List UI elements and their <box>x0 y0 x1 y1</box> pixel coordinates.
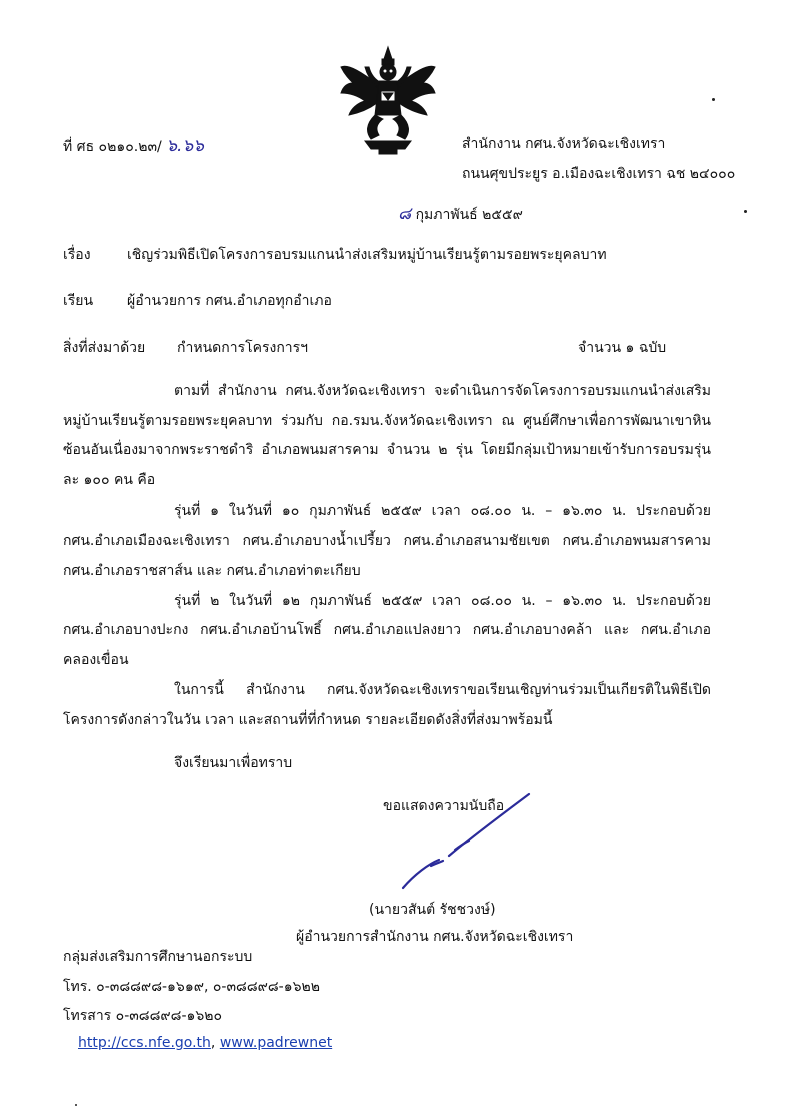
batch-2-line: คลองเขื่อน <box>63 652 129 668</box>
subject-text: เชิญร่วมพิธีเปิดโครงการอบรมแกนนำส่งเสริมหมู่บ้านเรียนรู้ตามรอยพระยุคลบาท <box>127 247 607 263</box>
signer-name: (นายวสันต์ รัชชวงษ์) <box>369 902 496 918</box>
website-link[interactable]: www.padrewnet <box>219 1035 333 1051</box>
document-number-label: ที่ ศธ ๐๒๑๐.๒๓/ <box>63 139 162 155</box>
paragraph-line: ตามที่ สำนักงาน กศน.จังหวัดฉะเชิงเทรา จะดำเนินการจัดโครงการอบรมแกนนำส่งเสริม <box>174 383 711 399</box>
paragraph-line: โครงการดังกล่าวในวัน เวลา และสถานที่ที่กำหนด รายละเอียดดังสิ่งที่ส่งมาพร้อมนี้ <box>63 712 553 728</box>
office-name: สำนักงาน กศน.จังหวัดฉะเชิงเทรา <box>462 136 666 152</box>
scan-speck <box>75 1104 77 1106</box>
batch-1-line: กศน.อำเภอเมืองฉะเชิงเทรา กศน.อำเภอบางน้ำเปรี้ยว กศน.อำเภอสนามชัยเขต กศน.อำเภอพนมสารคาม <box>63 533 711 549</box>
document-number-handwritten: ๖.๖๖ <box>166 136 204 156</box>
paragraph-line: ซ้อนอันเนื่องมาจากพระราชดำริ อำเภอพนมสารคาม จำนวน ๒ รุ่น โดยมีกลุ่มเป้าหมายเข้ารับการอบรมรุ่น <box>63 442 711 458</box>
fax: โทรสาร ๐-๓๘๘๙๘-๑๖๒๐ <box>63 1008 223 1024</box>
scan-speck <box>712 98 715 101</box>
batch-2-line: กศน.อำเภอบางปะกง กศน.อำเภอบ้านโพธิ์ กศน.อำเภอแปลงยาว กศน.อำเภอบางคล้า และ กศน.อำเภอ <box>63 622 711 638</box>
paragraph-line: ในการนี้ สำนักงาน กศน.จังหวัดฉะเชิงเทราขอเรียนเชิญท่านร่วมเป็นเกียรติในพิธีเปิด <box>174 682 711 698</box>
office-address: ถนนศุขประยูร อ.เมืองฉะเชิงเทรา ฉช ๒๔๐๐๐ <box>462 166 736 182</box>
handwritten-signature-icon <box>395 790 535 895</box>
link-separator: , <box>210 1035 216 1051</box>
recipient-label: เรียน <box>63 293 94 309</box>
department: กลุ่มส่งเสริมการศึกษานอกระบบ <box>63 949 253 965</box>
date-day-handwritten: ๘ <box>398 204 412 224</box>
batch-2-line: รุ่นที่ ๒ ในวันที่ ๑๒ กุมภาพันธ์ ๒๕๕๙ เวลา ๐๘.๐๐ น. – ๑๖.๓๐ น. ประกอบด้วย <box>174 593 711 609</box>
footer-links <box>78 1035 332 1051</box>
date-month-year: กุมภาพันธ์ ๒๕๕๙ <box>415 207 523 223</box>
batch-1-line: กศน.อำเภอราชสาส์น และ กศน.อำเภอท่าตะเกียบ <box>63 563 361 579</box>
document-number <box>63 132 204 159</box>
scan-speck <box>744 210 747 213</box>
subject-label: เรื่อง <box>63 247 91 263</box>
website-link[interactable]: http://ccs.nfe.go.th <box>78 1035 211 1051</box>
recipient-text: ผู้อำนวยการ กศน.อำเภอทุกอำเภอ <box>127 293 332 309</box>
phone: โทร. ๐-๓๘๘๙๘-๑๖๑๙, ๐-๓๘๘๙๘-๑๖๒๒ <box>63 979 320 995</box>
paragraph-line: หมู่บ้านเรียนรู้ตามรอยพระยุคลบาท ร่วมกับ กอ.รมน.จังหวัดฉะเชิงเทรา ณ ศูนย์ศึกษาเพื่อการพัฒนาเขาหิน <box>63 413 711 429</box>
batch-1-line: รุ่นที่ ๑ ในวันที่ ๑๐ กุมภาพันธ์ ๒๕๕๙ เวลา ๐๘.๐๐ น. – ๑๖.๓๐ น. ประกอบด้วย <box>174 503 711 519</box>
closing-sentence: จึงเรียนมาเพื่อทราบ <box>174 755 293 771</box>
garuda-emblem-icon <box>335 45 441 155</box>
document-date <box>398 200 523 227</box>
enclosure-count: จำนวน ๑ ฉบับ <box>578 340 667 356</box>
salutation: ขอแสดงความนับถือ <box>383 798 505 814</box>
signer-position: ผู้อำนวยการสำนักงาน กศน.จังหวัดฉะเชิงเทรา <box>296 929 574 945</box>
enclosure-label: สิ่งที่ส่งมาด้วย <box>63 340 146 356</box>
enclosure-text: กำหนดการโครงการฯ <box>177 340 309 356</box>
paragraph-line: ละ ๑๐๐ คน คือ <box>63 472 156 488</box>
